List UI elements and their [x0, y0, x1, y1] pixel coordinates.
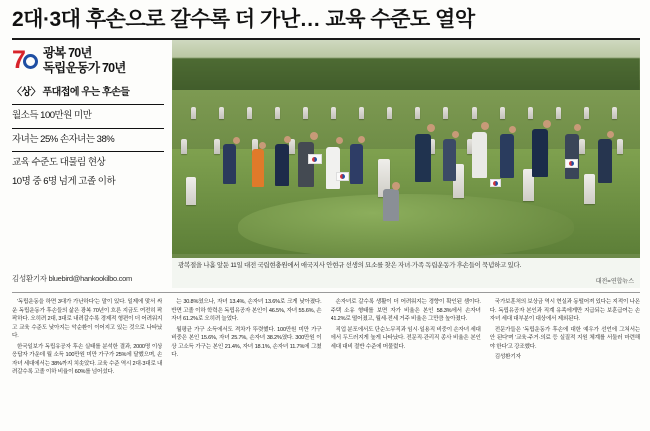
- gravestone: [584, 174, 595, 204]
- visitor-head: [259, 142, 266, 149]
- gravestone: [247, 107, 252, 119]
- body-column-1: [12, 298, 162, 410]
- visitor-head: [607, 131, 614, 138]
- grave-mound: [238, 194, 575, 258]
- paragraph: '독립운동을 하면 3대가 가난하다'는 말이 있다. 일제에 맞서 싸운 독립운동가 후손들의 삶은 광복 70년이 흐른 지금도 여전히 팍팍하다. 오히려 2대, 3대로 내려갈수록 경제적 형편이 더 어려워지고 교육 수준도 낮아지는 악순환이 이어지고 있는 것으로 나타났다.: [12, 299, 163, 340]
- body-column-3: [331, 298, 481, 410]
- gravestone: [556, 107, 561, 119]
- photo-caption: 광복절을 나흘 앞둔 11일 대전 국립현충원에서 애국지사 안현규 선생의 묘소를 찾은 자녀·가족 독립운동가 후손들이 묵념하고 있다.: [172, 258, 640, 288]
- gravestone: [303, 107, 308, 119]
- gravestone: [331, 107, 336, 119]
- korean-flag-icon: [490, 179, 501, 187]
- visitor-head: [392, 182, 400, 190]
- upper-section: [12, 40, 640, 288]
- korean-flag-icon: [336, 172, 349, 181]
- series-label: 〈상〉 푸대접에 우는 후손들: [12, 86, 130, 98]
- visitor: [598, 139, 612, 183]
- visitor-head: [509, 126, 516, 133]
- page-title: 2대·3대 후손으로 갈수록 더 가난… 교육 수준도 열악: [12, 8, 475, 31]
- gravestone: [584, 107, 589, 119]
- fact-item-1: 월소득 100만원 미만: [12, 104, 164, 128]
- paragraph: 전문가들은 '독립운동가 후손에 대한 예우가 선언에 그쳐서는 안 된다'며 '교육·주거·의료 등 실질적 지원 체계를 서둘러 마련해야 한다'고 강조했다.: [489, 326, 640, 350]
- visitor-head: [336, 137, 343, 144]
- logo-70-mark: 7: [12, 48, 38, 73]
- gravestone: [472, 107, 477, 119]
- korean-flag-icon: [308, 154, 322, 164]
- gravestone: [617, 139, 623, 154]
- logo-line-1: 광복 70년: [42, 46, 92, 61]
- visitor: [298, 142, 314, 187]
- visitor-head: [233, 137, 240, 144]
- gravestone: [219, 107, 224, 119]
- visitor: [350, 144, 363, 184]
- gravestone: [191, 107, 196, 119]
- body-column-2: [171, 298, 321, 410]
- gravestone: [528, 107, 533, 119]
- visitor: [532, 129, 548, 177]
- visitor-head: [452, 131, 459, 138]
- gravestone: [612, 107, 617, 119]
- gravestone: [359, 107, 364, 119]
- korean-flag-icon: [565, 159, 578, 168]
- visitor: [443, 139, 456, 181]
- visitor: [326, 147, 340, 189]
- visitor-head: [310, 132, 318, 140]
- paragraph: 월평균 가구 소득에서도 격차가 뚜렷했다. 100만원 미만 가구 비중은 본인 15.6%, 자녀 25.7%, 손자녀 38.2%였다. 300만원 이상 고소득 가구는 본인 21.4%, 자녀 18.1%, 손자녀 11.7%에 그쳤다.: [171, 326, 322, 359]
- body-column-4: [490, 298, 640, 410]
- paragraph: 한국일보가 독립유공자 후손 실태를 분석한 결과, 2000명 이상 응답자 가운데 월 소득 100만원 미만 가구가 25%에 달했으며, 손자녀 세대에서는 38%까지 치솟았다. 교육 수준 역시 2대·3대로 내려갈수록 고졸 이하 비율이 60%를 넘어섰다.: [12, 343, 163, 376]
- visitor: [252, 149, 264, 187]
- news-photo: [172, 40, 640, 288]
- visitor: [415, 134, 431, 182]
- left-info-panel: [12, 40, 164, 288]
- visitor-kneeling: [383, 189, 399, 221]
- visitor-head: [481, 122, 489, 130]
- paragraph: 직업 분포에서도 단순노무직과 임시·일용직 비중이 손자녀 세대에서 두드러지게 높게 나타났다. 전문직·관리직 종사 비율은 본인 세대 대비 절반 수준에 머물렀다.: [330, 326, 481, 350]
- visitor: [565, 134, 579, 179]
- byline: 김성환기자 bluebird@hankookilbo.com: [12, 274, 132, 284]
- visitor-head: [284, 136, 291, 143]
- logo-line-2: 독립운동가 70년: [42, 60, 126, 75]
- circle-zero-icon: [23, 54, 38, 69]
- article-body: [12, 292, 640, 410]
- anniversary-logo: [12, 46, 164, 75]
- photo-credit: 대전=연합뉴스: [595, 279, 634, 286]
- paragraph: 손자녀로 갈수록 생활이 더 어려워지는 경향이 확인된 셈이다. 주택 소유 형태를 보면 자가 비율은 본인 58.3%에서 손자녀 41.2%로 떨어졌고, 월세·전세 거주 비율은 그만큼 높아졌다.: [330, 299, 481, 323]
- gravestone: [214, 139, 220, 154]
- visitor: [472, 132, 487, 178]
- visitor-head: [358, 136, 365, 143]
- gravestone: [579, 139, 585, 154]
- visitor: [500, 134, 514, 178]
- gravestone: [500, 107, 505, 119]
- visitor: [223, 144, 236, 184]
- gravestone: [275, 107, 280, 119]
- gravestone: [387, 107, 392, 119]
- visitor-head: [543, 120, 551, 128]
- paragraph: 국가보훈처의 보상금 역시 현실과 동떨어져 있다는 지적이 나온다. 독립유공자 본인과 직계 유족에게만 지급되는 보훈급여는 손자녀 세대 대부분이 대상에서 제외된다.: [489, 299, 640, 323]
- gravestone: [186, 177, 196, 205]
- fact-item-4: 10명 중 6명 넘게 고졸 이하: [12, 176, 116, 188]
- gravestone: [443, 107, 448, 119]
- fact-item-3: 교육 수준도 대물림 현상: [12, 151, 164, 175]
- gravestone: [181, 139, 187, 154]
- paragraph: 는 30.8%였으나, 자녀 13.4%, 손자녀 13.6%로 크게 낮아졌다. 반면 고졸 이하 학력은 독립유공자 본인이 46.5%, 자녀 55.6%, 손자녀 61.2%로 오히려 늘었다.: [171, 299, 322, 323]
- paragraph: 김성환기자: [494, 354, 521, 361]
- gravestone: [415, 107, 420, 119]
- fact-item-2: 자녀는 25% 손자녀는 38%: [12, 128, 164, 152]
- visitor: [275, 144, 289, 186]
